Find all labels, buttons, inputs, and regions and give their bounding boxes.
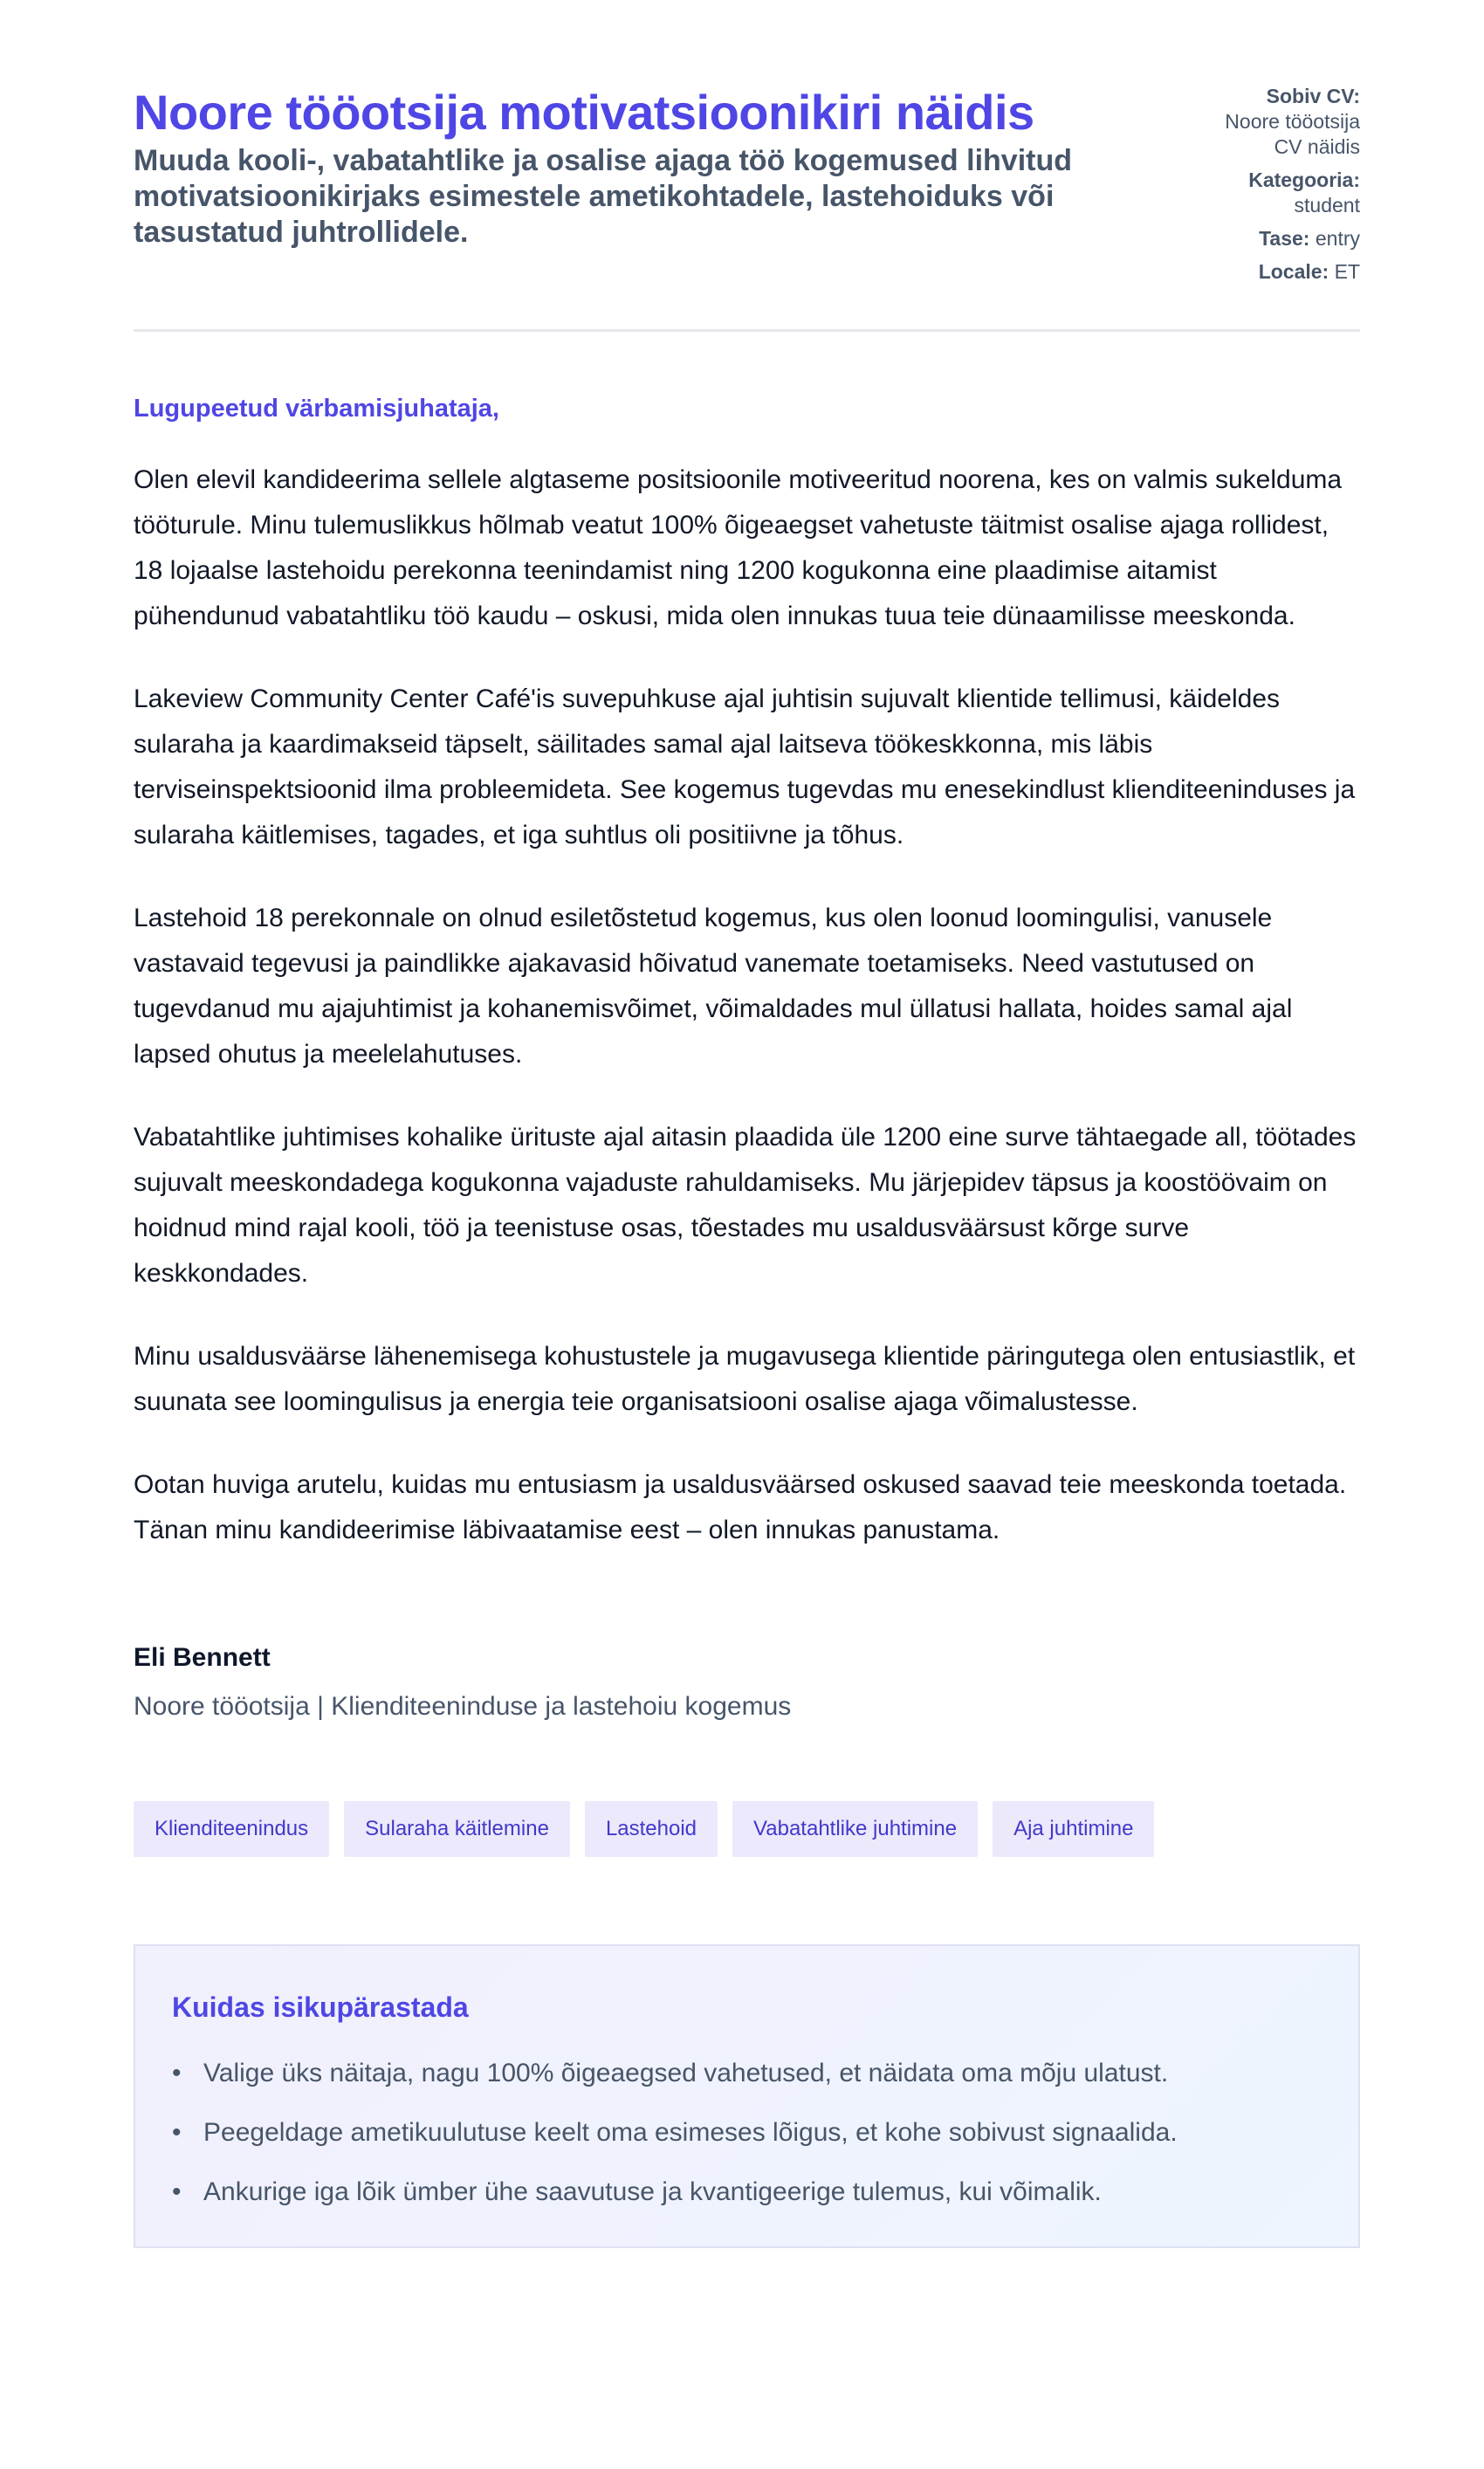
meta-level-label: Tase:: [1259, 227, 1310, 250]
letter-body: [134, 393, 1360, 1724]
page-title: Noore tööotsija motivatsioonikiri näidis: [134, 85, 1034, 140]
bullet-icon: •: [172, 2118, 182, 2147]
header-left: [134, 84, 1181, 251]
meta-category: [1194, 168, 1360, 218]
letter-paragraph: Olen elevil kandideerima sellele algtaseme positsioonile motiveeritud noorena, kes on valmis sukelduma tööturule. Minu tulemuslikkus hõlmab veatut 100% õigeaegset vahetuste täitmist osalise ajaga rollidest, 18 lojaalse lastehoidu perekonna teenindamist ning 1200 kogukonna eine plaadimise aitamist pühendunud vabatahtliku töö kaudu – oskusi, mida olen innukas tuua teie dünaamilisse meeskonda.: [134, 465, 1343, 630]
page-subtitle: Muuda kooli-, vabatahtlike ja osalise ajaga töö kogemused lihvitud motivatsioonikirjaks esimestele ametikohtadele, lastehoiduks või tasustatud juhtrollidele.: [134, 144, 1073, 249]
letter-paragraph: Vabatahtlike juhtimises kohalike ürituste ajal aitasin plaadida üle 1200 eine surve tähtaegade all, töötades sujuvalt meeskondadega kogukonna vajaduste rahuldamiseks. Mu järjepidev täpsus ja koostöövaim on hoidnud mind rajal kooli, töö ja teenistuse osas, tõestades mu usaldusväärsust kõrge surve keskkondades.: [134, 1123, 1357, 1288]
meta-locale-value: ET: [1334, 260, 1360, 283]
tips-title: Kuidas isikupärastada: [172, 1991, 469, 2023]
tip-item: [172, 2056, 1322, 2091]
meta-panel: [1194, 84, 1360, 292]
tips-box: [134, 1944, 1360, 2248]
skill-tag[interactable]: Klienditeenindus: [134, 1801, 329, 1857]
skill-tags: [134, 1801, 1360, 1857]
meta-category-value: student: [1294, 194, 1360, 217]
meta-level: [1194, 226, 1360, 251]
page: [134, 0, 1360, 2248]
skill-tag[interactable]: Sularaha käitlemine: [344, 1801, 570, 1857]
meta-cv: [1194, 84, 1360, 160]
tip-text: Ankurige iga lõik ümber ühe saavutuse ja kvantigeerige tulemus, kui võimalik.: [203, 2177, 1102, 2206]
skill-tag[interactable]: Aja juhtimine: [993, 1801, 1154, 1857]
signature-title: Noore tööotsija | Klienditeeninduse ja lastehoiu kogemus: [134, 1692, 792, 1721]
tip-text: Valige üks näitaja, nagu 100% õigeaegsed vahetused, et näidata oma mõju ulatust.: [203, 2059, 1169, 2087]
meta-cv-label: Sobiv CV:: [1266, 85, 1360, 107]
letter-paragraph: Minu usaldusväärse lähenemisega kohustustele ja mugavusega klientide päringutega olen entusiastlik, et suunata see loomingulisus ja energia teie organisatsiooni osalise ajaga võimalustesse.: [134, 1342, 1356, 1416]
bullet-icon: •: [172, 2059, 182, 2087]
signature-name: Eli Bennett: [134, 1643, 271, 1672]
letter-paragraph: Lastehoid 18 perekonnale on olnud esiletõstetud kogemus, kus olen loonud loomingulisi, vanusele vastavaid tegevusi ja paindlikke ajakavasid hõivatud vanemate toetamiseks. Need vastutused on tugevdanud mu ajajuhtimist ja kohanemisvõimet, võimaldades mul üllatusi hallata, hoides samal ajal lapsed ohutus ja meelelahutuses.: [134, 904, 1293, 1069]
tips-list: [172, 2056, 1322, 2210]
bullet-icon: •: [172, 2177, 182, 2206]
skill-tag[interactable]: Vabatahtlike juhtimine: [732, 1801, 978, 1857]
letter-greeting: Lugupeetud värbamisjuhataja,: [134, 395, 499, 423]
page-header: [134, 84, 1360, 332]
meta-category-label: Kategooria:: [1248, 168, 1360, 191]
tip-text: Peegeldage ametikuulutuse keelt oma esimeses lõigus, et kohe sobivust signaalida.: [203, 2118, 1178, 2147]
signature-block: [134, 1640, 1360, 1724]
meta-locale: [1194, 259, 1360, 285]
tip-item: [172, 2115, 1322, 2150]
meta-cv-value[interactable]: Noore tööotsija CV näidis: [1225, 110, 1360, 158]
meta-locale-label: Locale:: [1258, 260, 1329, 283]
letter-paragraph: Ootan huviga arutelu, kuidas mu entusiasm ja usaldusväärsed oskused saavad teie meeskonda toetada. Tänan minu kandideerimise läbivaatamise eest – olen innukas panustama.: [134, 1470, 1347, 1544]
letter-paragraph: Lakeview Community Center Café'is suvepuhkuse ajal juhtisin sujuvalt klientide tellimusi, käideldes sularaha ja kaardimakseid täpselt, säilitades samal ajal laitseva töökeskkonna, mis läbis terviseinspektsioonid ilma probleemideta. See kogemus tugevdas mu enesekindlust klienditeeninduses ja sularaha käitlemises, tagades, et iga suhtlus oli positiivne ja tõhus.: [134, 684, 1356, 849]
meta-level-value: entry: [1315, 227, 1360, 250]
skill-tag[interactable]: Lastehoid: [585, 1801, 718, 1857]
tip-item: [172, 2175, 1322, 2210]
